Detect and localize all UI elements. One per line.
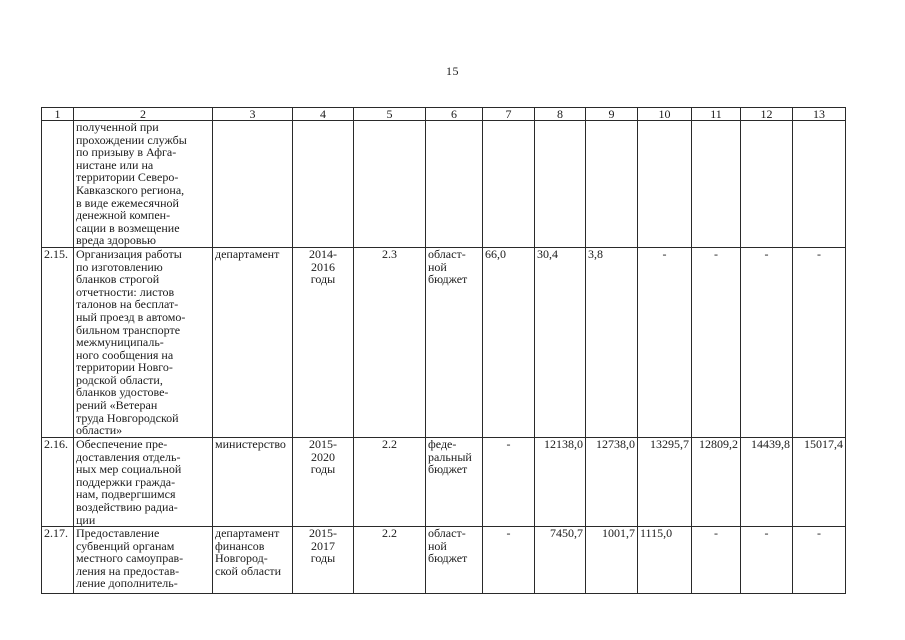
period [293,121,354,248]
value-cell [483,121,535,248]
value-cell: 15017,4 [793,437,846,526]
page-number: 15 [446,64,459,78]
value-cell: 12738,0 [586,437,638,526]
value-cell: - [483,527,535,594]
value-cell: 1001,7 [586,527,638,594]
table-row [42,437,846,526]
column-number: 5 [354,108,426,121]
row-number: 2.17. [42,527,74,594]
value-cell: 30,4 [535,247,586,437]
target-indicator: 2.3 [354,247,426,437]
column-number: 6 [426,108,483,121]
value-cell: - [483,437,535,526]
column-number: 7 [483,108,535,121]
funding-source: област- ной бюджет [426,527,483,594]
value-cell [535,121,586,248]
column-number: 2 [74,108,213,121]
value-cell: 14439,8 [741,437,793,526]
value-cell [586,121,638,248]
row-number [42,121,74,248]
table-row [42,121,846,248]
period: 2014- 2016 годы [293,247,354,437]
funding-source [426,121,483,248]
value-cell [692,121,741,248]
column-number: 10 [638,108,692,121]
table-row [42,247,846,437]
column-number: 3 [213,108,293,121]
row-number: 2.16. [42,437,74,526]
executor [213,121,293,248]
value-cell: 12138,0 [535,437,586,526]
funding-source: феде- ральный бюджет [426,437,483,526]
column-number: 8 [535,108,586,121]
value-cell: 66,0 [483,247,535,437]
activity-description: Организация работы по изготовлению бланков строгой отчетности: листов талонов на бесплат- ный проезд в автомо- бильном транспорте межмуниципаль- ного сообщения на территории Новго- родской области, бланков удостове- рений «Ветеран труда Новгородской области» [74,247,213,437]
value-cell: - [741,247,793,437]
target-indicator: 2.2 [354,437,426,526]
executor: министерство [213,437,293,526]
period: 2015- 2017 годы [293,527,354,594]
activity-description: полученной при прохождении службы по призыву в Афга- нистане или на территории Северо- Кавказского региона, в виде ежемесячной денежной компен- сации в возмещение вреда здоровью [74,121,213,248]
value-cell: - [692,247,741,437]
period: 2015- 2020 годы [293,437,354,526]
value-cell: 3,8 [586,247,638,437]
target-indicator [354,121,426,248]
executor: департамент [213,247,293,437]
value-cell: 13295,7 [638,437,692,526]
value-cell [741,121,793,248]
value-cell: 1115,0 [638,527,692,594]
value-cell: - [793,527,846,594]
column-number: 11 [692,108,741,121]
value-cell: - [741,527,793,594]
table-row [42,527,846,594]
row-number: 2.15. [42,247,74,437]
value-cell: 12809,2 [692,437,741,526]
value-cell: - [638,247,692,437]
value-cell: 7450,7 [535,527,586,594]
target-indicator: 2.2 [354,527,426,594]
value-cell: - [692,527,741,594]
activity-description: Обеспечение пре- доставления отдель- ных мер социальной поддержки гражда- нам, подвергшимся воздействию радиа- ции [74,437,213,526]
program-activities-table [41,107,846,594]
value-cell: - [793,247,846,437]
executor: департамент финансов Новгород- ской области [213,527,293,594]
column-number: 9 [586,108,638,121]
column-number: 1 [42,108,74,121]
value-cell [638,121,692,248]
value-cell [793,121,846,248]
column-number: 12 [741,108,793,121]
activity-description: Предоставление субвенций органам местного самоуправ- ления на предостав- ление дополнитель- [74,527,213,594]
funding-source: област- ной бюджет [426,247,483,437]
column-number: 4 [293,108,354,121]
column-number: 13 [793,108,846,121]
column-number-row [42,108,846,121]
